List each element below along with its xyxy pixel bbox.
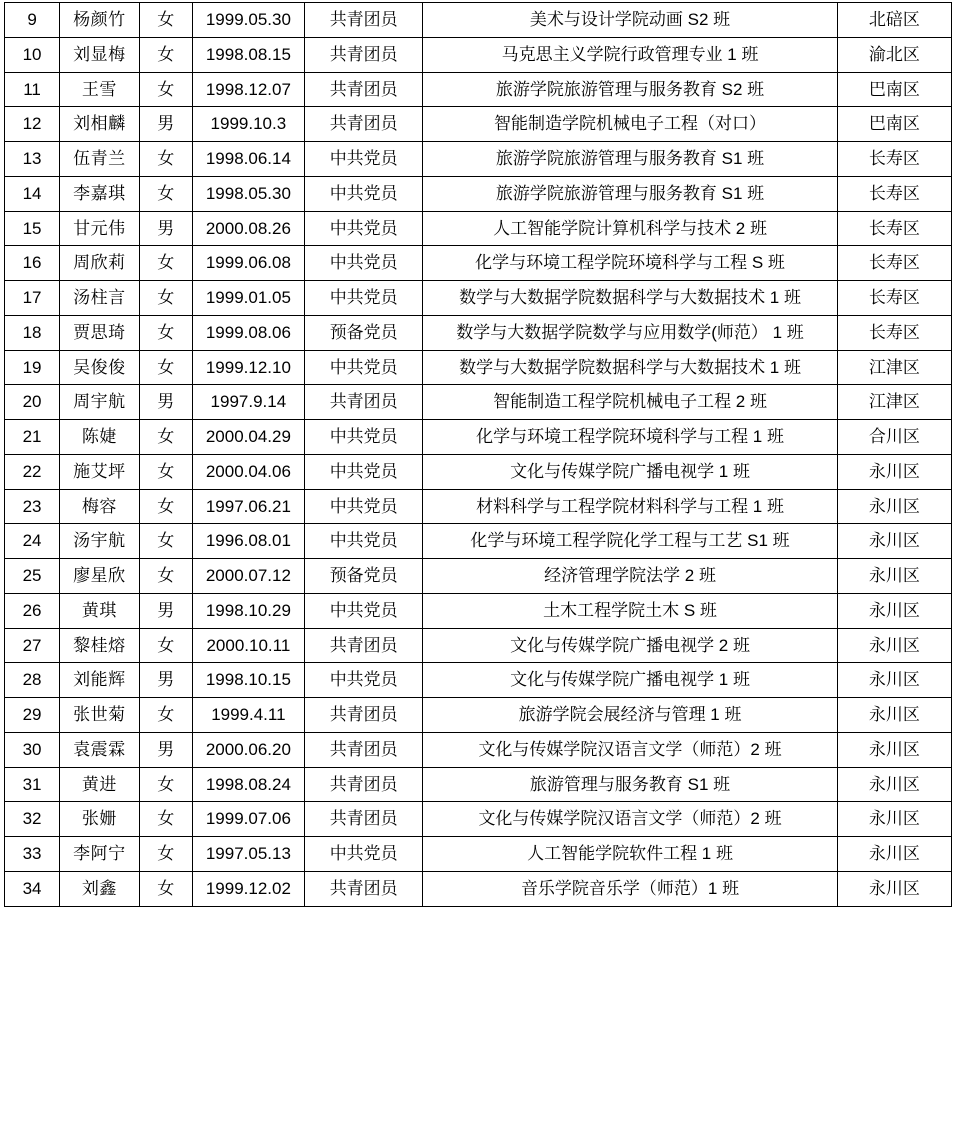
cell-district: 长寿区 <box>837 315 951 350</box>
cell-name: 李阿宁 <box>60 837 140 872</box>
table-row <box>5 107 952 142</box>
cell-birth: 1998.10.29 <box>192 593 304 628</box>
cell-birth: 1997.06.21 <box>192 489 304 524</box>
cell-sex: 女 <box>139 72 192 107</box>
cell-class: 旅游学院旅游管理与服务教育 S1 班 <box>423 142 837 177</box>
cell-party: 共青团员 <box>305 698 423 733</box>
cell-district: 永川区 <box>837 802 951 837</box>
cell-index: 20 <box>5 385 60 420</box>
cell-class: 经济管理学院法学 2 班 <box>423 559 837 594</box>
cell-name: 陈婕 <box>60 420 140 455</box>
cell-index: 19 <box>5 350 60 385</box>
cell-district: 长寿区 <box>837 211 951 246</box>
cell-sex: 女 <box>139 142 192 177</box>
cell-index: 23 <box>5 489 60 524</box>
roster-table <box>4 2 952 907</box>
cell-birth: 1998.08.15 <box>192 37 304 72</box>
cell-district: 永川区 <box>837 837 951 872</box>
table-row <box>5 385 952 420</box>
cell-index: 27 <box>5 628 60 663</box>
cell-district: 永川区 <box>837 489 951 524</box>
cell-birth: 1998.10.15 <box>192 663 304 698</box>
cell-party: 中共党员 <box>305 663 423 698</box>
cell-class: 人工智能学院软件工程 1 班 <box>423 837 837 872</box>
cell-name: 梅容 <box>60 489 140 524</box>
cell-birth: 2000.04.06 <box>192 454 304 489</box>
cell-sex: 女 <box>139 454 192 489</box>
table-row <box>5 246 952 281</box>
cell-class: 旅游管理与服务教育 S1 班 <box>423 767 837 802</box>
cell-class: 马克思主义学院行政管理专业 1 班 <box>423 37 837 72</box>
cell-district: 江津区 <box>837 350 951 385</box>
table-row <box>5 837 952 872</box>
cell-name: 施艾坪 <box>60 454 140 489</box>
table-row <box>5 420 952 455</box>
cell-district: 渝北区 <box>837 37 951 72</box>
cell-sex: 女 <box>139 802 192 837</box>
cell-sex: 女 <box>139 37 192 72</box>
cell-sex: 女 <box>139 559 192 594</box>
cell-index: 22 <box>5 454 60 489</box>
cell-birth: 1997.9.14 <box>192 385 304 420</box>
cell-sex: 女 <box>139 3 192 38</box>
table-row <box>5 559 952 594</box>
cell-index: 14 <box>5 176 60 211</box>
cell-index: 10 <box>5 37 60 72</box>
cell-class: 化学与环境工程学院化学工程与工艺 S1 班 <box>423 524 837 559</box>
cell-name: 黄进 <box>60 767 140 802</box>
cell-index: 9 <box>5 3 60 38</box>
cell-index: 15 <box>5 211 60 246</box>
table-row <box>5 315 952 350</box>
cell-party: 中共党员 <box>305 350 423 385</box>
cell-index: 26 <box>5 593 60 628</box>
cell-sex: 女 <box>139 524 192 559</box>
cell-district: 永川区 <box>837 593 951 628</box>
cell-name: 袁震霖 <box>60 732 140 767</box>
cell-sex: 女 <box>139 628 192 663</box>
cell-class: 文化与传媒学院广播电视学 1 班 <box>423 663 837 698</box>
cell-index: 12 <box>5 107 60 142</box>
cell-party: 中共党员 <box>305 211 423 246</box>
table-row <box>5 489 952 524</box>
cell-sex: 女 <box>139 871 192 906</box>
table-row <box>5 663 952 698</box>
cell-index: 29 <box>5 698 60 733</box>
cell-name: 张姗 <box>60 802 140 837</box>
cell-district: 北碚区 <box>837 3 951 38</box>
cell-name: 张世菊 <box>60 698 140 733</box>
cell-index: 21 <box>5 420 60 455</box>
table-row <box>5 3 952 38</box>
cell-sex: 女 <box>139 176 192 211</box>
cell-birth: 1999.01.05 <box>192 281 304 316</box>
cell-district: 永川区 <box>837 767 951 802</box>
cell-sex: 女 <box>139 837 192 872</box>
cell-class: 文化与传媒学院汉语言文学（师范）2 班 <box>423 732 837 767</box>
cell-name: 周宇航 <box>60 385 140 420</box>
cell-class: 化学与环境工程学院环境科学与工程 1 班 <box>423 420 837 455</box>
cell-class: 文化与传媒学院广播电视学 2 班 <box>423 628 837 663</box>
cell-class: 文化与传媒学院广播电视学 1 班 <box>423 454 837 489</box>
cell-party: 中共党员 <box>305 524 423 559</box>
cell-district: 永川区 <box>837 698 951 733</box>
cell-birth: 1999.4.11 <box>192 698 304 733</box>
roster-table-body <box>5 3 952 907</box>
cell-sex: 男 <box>139 732 192 767</box>
cell-index: 25 <box>5 559 60 594</box>
cell-name: 刘相麟 <box>60 107 140 142</box>
cell-class: 旅游学院旅游管理与服务教育 S2 班 <box>423 72 837 107</box>
cell-birth: 1999.07.06 <box>192 802 304 837</box>
cell-party: 共青团员 <box>305 767 423 802</box>
cell-name: 汤柱言 <box>60 281 140 316</box>
cell-class: 数学与大数据学院数学与应用数学(师范） 1 班 <box>423 315 837 350</box>
cell-birth: 1998.05.30 <box>192 176 304 211</box>
cell-class: 材料科学与工程学院材料科学与工程 1 班 <box>423 489 837 524</box>
cell-index: 34 <box>5 871 60 906</box>
table-row <box>5 176 952 211</box>
cell-class: 音乐学院音乐学（师范）1 班 <box>423 871 837 906</box>
cell-birth: 1996.08.01 <box>192 524 304 559</box>
cell-sex: 女 <box>139 420 192 455</box>
cell-birth: 2000.10.11 <box>192 628 304 663</box>
cell-name: 黎桂熔 <box>60 628 140 663</box>
table-row <box>5 628 952 663</box>
cell-district: 永川区 <box>837 871 951 906</box>
cell-district: 长寿区 <box>837 142 951 177</box>
table-row <box>5 802 952 837</box>
cell-sex: 女 <box>139 246 192 281</box>
cell-sex: 男 <box>139 593 192 628</box>
cell-district: 长寿区 <box>837 281 951 316</box>
table-row <box>5 593 952 628</box>
cell-name: 周欣莉 <box>60 246 140 281</box>
cell-party: 中共党员 <box>305 420 423 455</box>
cell-class: 智能制造学院机械电子工程（对口） <box>423 107 837 142</box>
cell-birth: 1999.06.08 <box>192 246 304 281</box>
cell-district: 长寿区 <box>837 176 951 211</box>
table-row <box>5 732 952 767</box>
cell-party: 共青团员 <box>305 72 423 107</box>
cell-party: 中共党员 <box>305 454 423 489</box>
cell-district: 江津区 <box>837 385 951 420</box>
cell-name: 刘鑫 <box>60 871 140 906</box>
cell-birth: 1999.08.06 <box>192 315 304 350</box>
cell-class: 文化与传媒学院汉语言文学（师范）2 班 <box>423 802 837 837</box>
cell-class: 人工智能学院计算机科学与技术 2 班 <box>423 211 837 246</box>
cell-party: 共青团员 <box>305 3 423 38</box>
cell-class: 美术与设计学院动画 S2 班 <box>423 3 837 38</box>
cell-birth: 1999.12.10 <box>192 350 304 385</box>
cell-birth: 1999.10.3 <box>192 107 304 142</box>
cell-index: 33 <box>5 837 60 872</box>
cell-index: 16 <box>5 246 60 281</box>
table-row <box>5 37 952 72</box>
cell-party: 共青团员 <box>305 107 423 142</box>
cell-birth: 1997.05.13 <box>192 837 304 872</box>
cell-name: 李嘉琪 <box>60 176 140 211</box>
cell-index: 11 <box>5 72 60 107</box>
cell-birth: 1998.08.24 <box>192 767 304 802</box>
roster-table-container <box>0 2 956 907</box>
cell-name: 刘显梅 <box>60 37 140 72</box>
cell-index: 24 <box>5 524 60 559</box>
cell-name: 吴俊俊 <box>60 350 140 385</box>
cell-name: 汤宇航 <box>60 524 140 559</box>
cell-class: 数学与大数据学院数据科学与大数据技术 1 班 <box>423 281 837 316</box>
table-row <box>5 767 952 802</box>
cell-party: 共青团员 <box>305 871 423 906</box>
cell-party: 共青团员 <box>305 802 423 837</box>
table-row <box>5 454 952 489</box>
cell-sex: 女 <box>139 350 192 385</box>
cell-birth: 1999.05.30 <box>192 3 304 38</box>
cell-birth: 1998.06.14 <box>192 142 304 177</box>
cell-name: 刘能辉 <box>60 663 140 698</box>
cell-birth: 2000.06.20 <box>192 732 304 767</box>
table-row <box>5 72 952 107</box>
cell-district: 永川区 <box>837 732 951 767</box>
cell-party: 中共党员 <box>305 281 423 316</box>
cell-index: 13 <box>5 142 60 177</box>
cell-party: 中共党员 <box>305 246 423 281</box>
cell-sex: 男 <box>139 663 192 698</box>
table-row <box>5 350 952 385</box>
cell-party: 中共党员 <box>305 837 423 872</box>
table-row <box>5 698 952 733</box>
cell-class: 化学与环境工程学院环境科学与工程 S 班 <box>423 246 837 281</box>
table-row <box>5 524 952 559</box>
cell-party: 共青团员 <box>305 732 423 767</box>
cell-party: 共青团员 <box>305 385 423 420</box>
cell-district: 永川区 <box>837 454 951 489</box>
cell-class: 旅游学院会展经济与管理 1 班 <box>423 698 837 733</box>
table-row <box>5 211 952 246</box>
cell-sex: 女 <box>139 698 192 733</box>
cell-district: 永川区 <box>837 628 951 663</box>
cell-sex: 女 <box>139 767 192 802</box>
cell-class: 土木工程学院土木 S 班 <box>423 593 837 628</box>
cell-district: 永川区 <box>837 524 951 559</box>
cell-class: 智能制造工程学院机械电子工程 2 班 <box>423 385 837 420</box>
cell-birth: 2000.08.26 <box>192 211 304 246</box>
cell-sex: 女 <box>139 315 192 350</box>
cell-sex: 男 <box>139 107 192 142</box>
cell-name: 甘元伟 <box>60 211 140 246</box>
cell-birth: 2000.07.12 <box>192 559 304 594</box>
cell-party: 中共党员 <box>305 593 423 628</box>
cell-sex: 男 <box>139 385 192 420</box>
cell-index: 32 <box>5 802 60 837</box>
cell-district: 永川区 <box>837 559 951 594</box>
cell-name: 廖星欣 <box>60 559 140 594</box>
cell-class: 数学与大数据学院数据科学与大数据技术 1 班 <box>423 350 837 385</box>
cell-index: 31 <box>5 767 60 802</box>
cell-party: 预备党员 <box>305 315 423 350</box>
table-row <box>5 871 952 906</box>
cell-sex: 女 <box>139 281 192 316</box>
cell-birth: 2000.04.29 <box>192 420 304 455</box>
cell-name: 黄琪 <box>60 593 140 628</box>
cell-district: 长寿区 <box>837 246 951 281</box>
cell-district: 巴南区 <box>837 107 951 142</box>
cell-name: 杨颜竹 <box>60 3 140 38</box>
cell-name: 王雪 <box>60 72 140 107</box>
cell-sex: 女 <box>139 489 192 524</box>
cell-index: 30 <box>5 732 60 767</box>
cell-party: 中共党员 <box>305 176 423 211</box>
cell-birth: 1998.12.07 <box>192 72 304 107</box>
cell-party: 共青团员 <box>305 37 423 72</box>
cell-index: 17 <box>5 281 60 316</box>
table-row <box>5 142 952 177</box>
cell-index: 28 <box>5 663 60 698</box>
cell-name: 伍青兰 <box>60 142 140 177</box>
cell-party: 中共党员 <box>305 489 423 524</box>
cell-party: 中共党员 <box>305 142 423 177</box>
cell-party: 预备党员 <box>305 559 423 594</box>
cell-birth: 1999.12.02 <box>192 871 304 906</box>
cell-index: 18 <box>5 315 60 350</box>
cell-sex: 男 <box>139 211 192 246</box>
cell-name: 贾思琦 <box>60 315 140 350</box>
table-row <box>5 281 952 316</box>
cell-class: 旅游学院旅游管理与服务教育 S1 班 <box>423 176 837 211</box>
cell-district: 永川区 <box>837 663 951 698</box>
cell-party: 共青团员 <box>305 628 423 663</box>
cell-district: 合川区 <box>837 420 951 455</box>
cell-district: 巴南区 <box>837 72 951 107</box>
